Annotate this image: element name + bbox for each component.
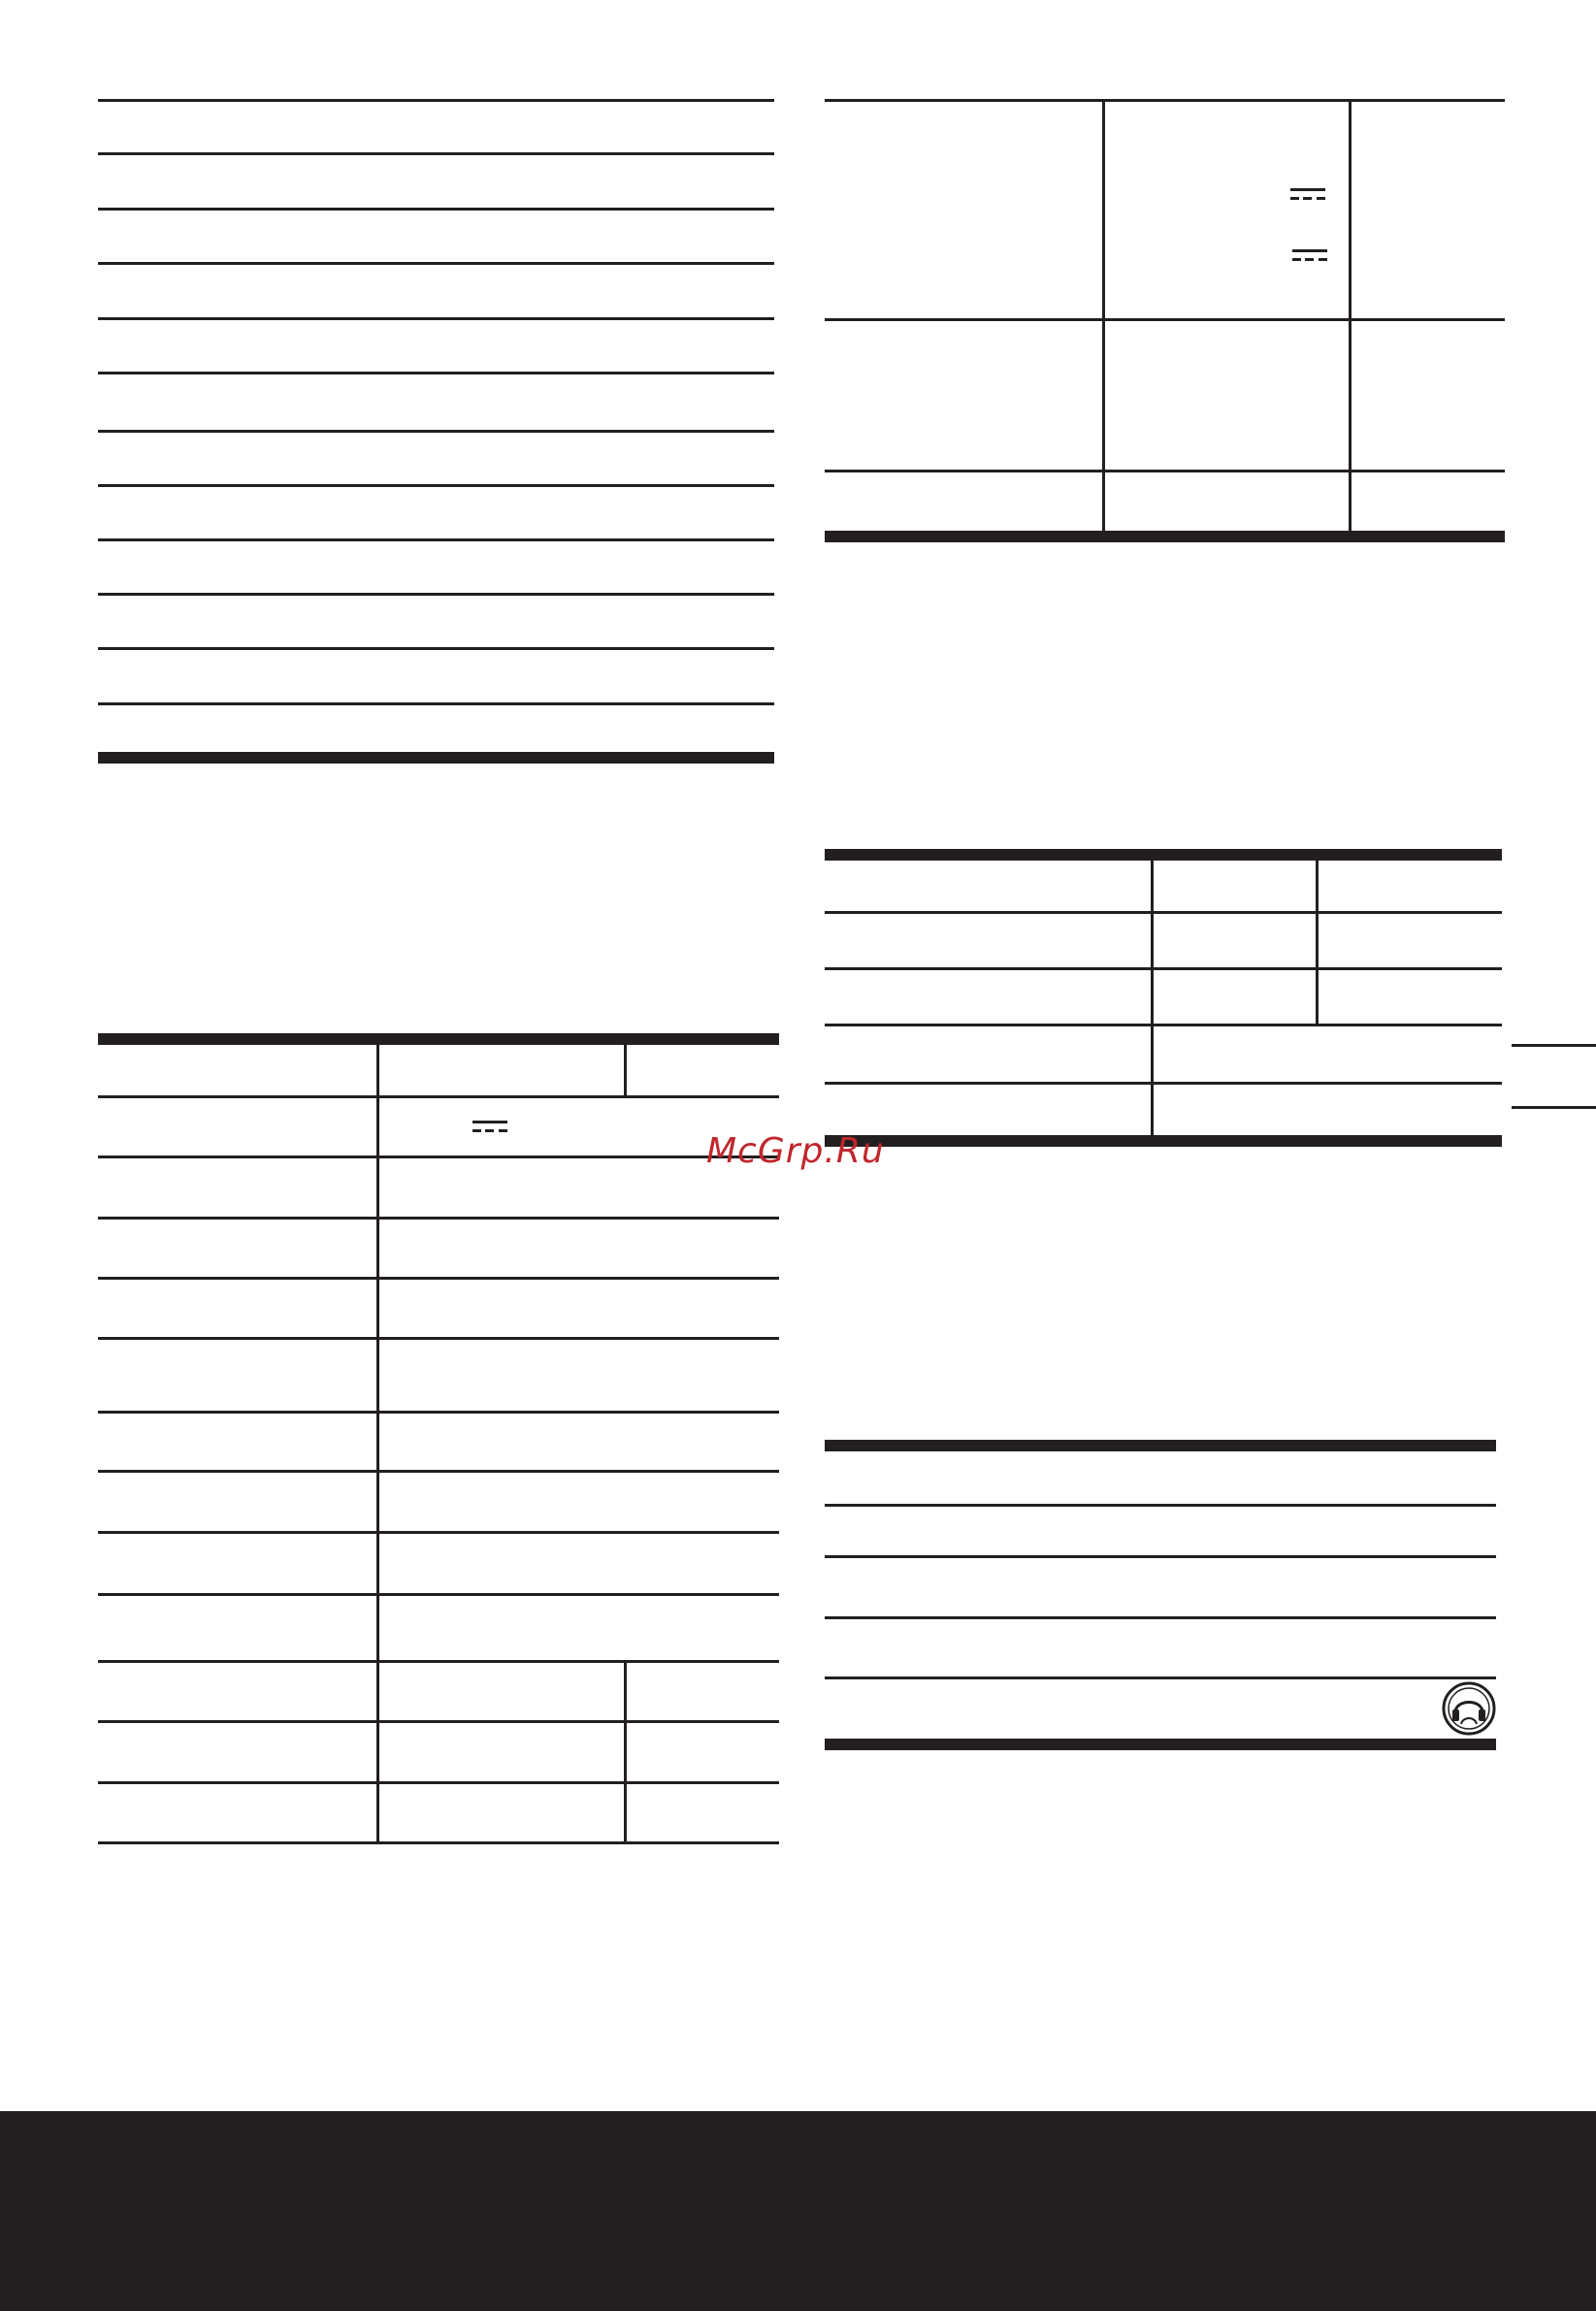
- table-rule: [825, 1024, 1502, 1026]
- footer-band: [0, 2111, 1596, 2311]
- table-rule: [98, 1095, 779, 1098]
- table-bottom-rule: [825, 531, 1505, 542]
- table-rule: [98, 1411, 779, 1414]
- table-rule: [825, 1555, 1496, 1558]
- table-bottom-rule: [825, 1135, 1502, 1147]
- table-rule: [825, 1616, 1496, 1619]
- side-tab-mark: [1512, 1106, 1596, 1109]
- table-rule: [98, 99, 774, 102]
- table-rule: [825, 1504, 1496, 1507]
- table-rule: [825, 911, 1502, 914]
- table-rule: [98, 372, 774, 374]
- table-column-divider: [1151, 859, 1154, 1137]
- table-bottom-rule: [825, 1739, 1496, 1750]
- table-column-divider: [376, 1043, 379, 1843]
- table-column-divider: [624, 1043, 627, 1097]
- table-rule: [98, 208, 774, 211]
- table-rule: [98, 538, 774, 541]
- table-rule: [825, 99, 1505, 102]
- watermark-text: McGrp.Ru: [706, 1131, 885, 1171]
- table-rule: [98, 484, 774, 487]
- table-bottom-rule: [98, 752, 774, 764]
- table-column-divider: [1102, 99, 1105, 533]
- table-column-divider: [624, 1660, 627, 1843]
- table-rule: [98, 702, 774, 705]
- table-rule: [825, 470, 1505, 472]
- table-rule: [98, 1593, 779, 1596]
- ear-protection-icon: [1442, 1681, 1496, 1736]
- table-rule: [98, 1337, 779, 1340]
- table-rule: [98, 152, 774, 155]
- side-tab-mark: [1512, 1044, 1596, 1047]
- direct-current-icon: [1292, 249, 1327, 263]
- table-rule: [825, 1676, 1496, 1679]
- table-column-divider: [1316, 859, 1319, 1025]
- table-rule: [825, 967, 1502, 970]
- table-rule: [98, 593, 774, 596]
- table-top-rule: [98, 1033, 779, 1045]
- table-rule: [98, 647, 774, 650]
- table-rule: [98, 430, 774, 433]
- table-rule: [98, 1531, 779, 1534]
- table-rule: [98, 1217, 779, 1220]
- table-rule: [98, 1781, 779, 1784]
- table-top-rule: [825, 1440, 1496, 1451]
- direct-current-icon: [1290, 188, 1325, 202]
- table-rule: [98, 1277, 779, 1280]
- table-rule: [825, 1082, 1502, 1085]
- table-column-divider: [1349, 99, 1352, 533]
- table-rule: [825, 318, 1505, 321]
- table-top-rule: [825, 849, 1502, 861]
- direct-current-icon: [472, 1121, 507, 1134]
- footer-text: [0, 2301, 1596, 2311]
- table-rule: [98, 1841, 779, 1844]
- table-rule: [98, 1156, 779, 1158]
- table-rule: [98, 262, 774, 265]
- table-rule: [98, 1660, 779, 1663]
- table-rule: [98, 317, 774, 320]
- table-rule: [98, 1720, 779, 1723]
- table-rule: [98, 1470, 779, 1473]
